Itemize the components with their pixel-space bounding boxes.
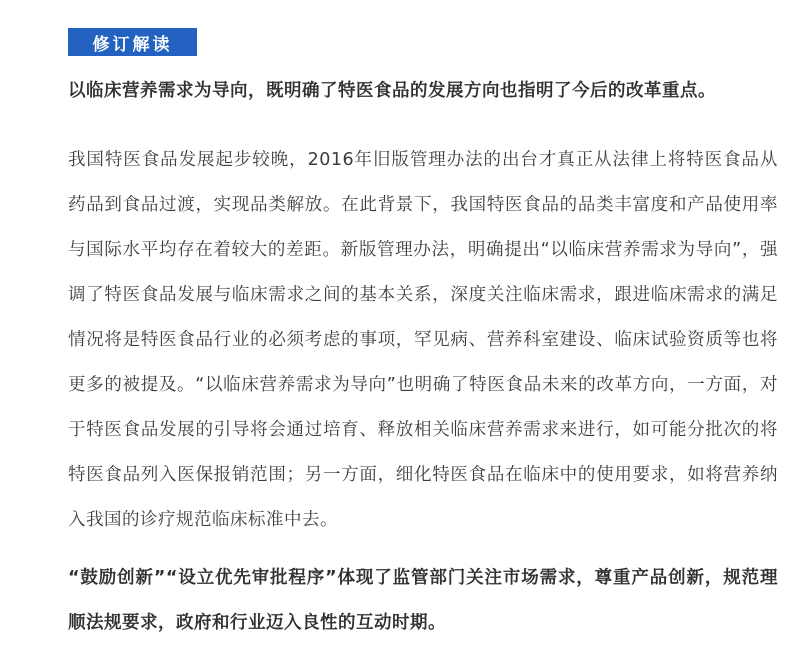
lead-paragraph: 以临床营养需求为导向，既明确了特医食品的发展方向也指明了今后的改革重点。 [68, 81, 716, 101]
section-badge-label: 修订解读 [92, 34, 173, 55]
section-badge [68, 28, 197, 56]
conclusion-paragraph: “鼓励创新”“设立优先审批程序”体现了监管部门关注市场需求，尊重产品创新，规范理顺法规要求，政府和行业迈入良性的互动时期。 [68, 568, 778, 633]
body-paragraph: 我国特医食品发展起步较晚，2016年旧版管理办法的出台才真正从法律上将特医食品从药品到食品过渡，实现品类解放。在此背景下，我国特医食品的品类丰富度和产品使用率与国际水平均存在着较大的差距。新版管理办法，明确提出“以临床营养需求为导向”，强调了特医食品发展与临床需求之间的基本关系，深度关注临床需求，跟进临床需求的满足情况将是特医食品行业的必须考虑的事项，罕见病、营养科室建设、临床试验资质等也将更多的被提及。“以临床营养需求为导向”也明确了特医食品未来的改革方向，一方面，对于特医食品发展的引导将会通过培育、释放相关临床营养需求来进行，如可能分批次的将特医食品列入医保报销范围；另一方面，细化特医食品在临床中的使用要求，如将营养纳入我国的诊疗规范临床标准中去。 [68, 150, 778, 530]
